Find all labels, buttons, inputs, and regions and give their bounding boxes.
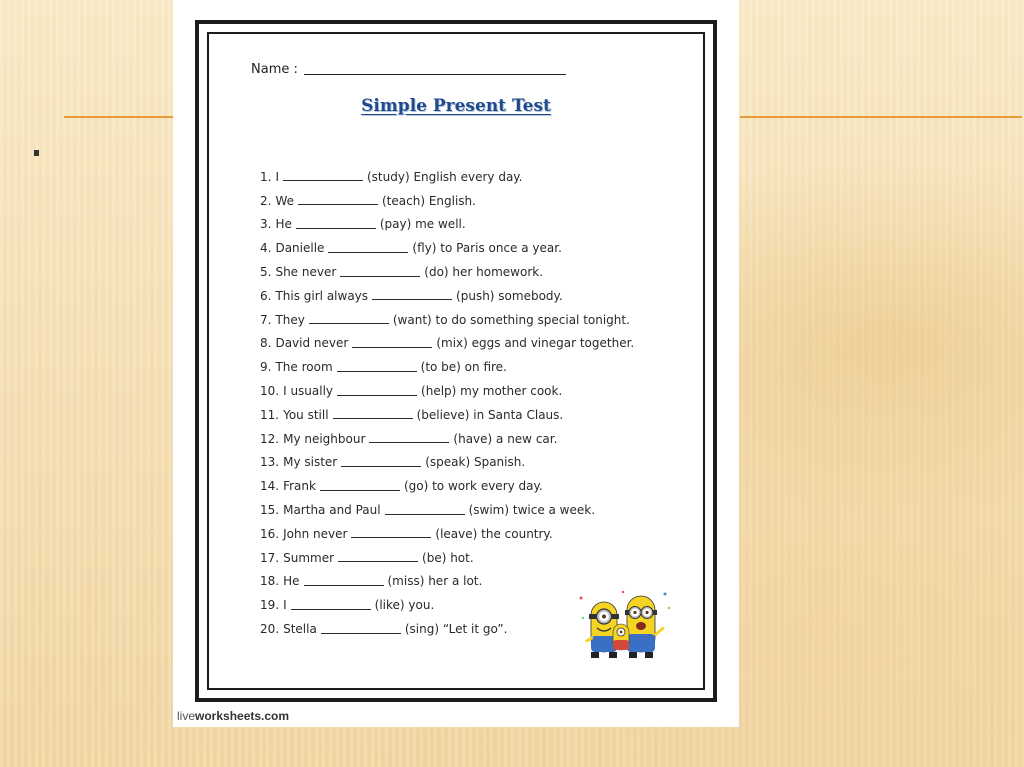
answer-blank (352, 347, 432, 348)
question-item (260, 236, 634, 260)
question-text-before: The room (275, 360, 333, 375)
question-item (260, 189, 634, 213)
slide-divider-right (740, 116, 1022, 118)
question-item (260, 332, 634, 356)
question-text-after: (study) English every day. (367, 169, 523, 184)
question-number: 20. (260, 622, 280, 637)
question-number: 18. (260, 574, 280, 589)
question-text-after: (leave) the country. (435, 526, 553, 541)
question-text-before: Frank (283, 479, 316, 494)
answer-blank (333, 418, 413, 419)
question-item (260, 379, 634, 403)
question-text-before: They (275, 312, 305, 327)
question-text-after: (be) hot. (422, 550, 474, 565)
question-item (260, 308, 634, 332)
question-text-before: David never (275, 336, 349, 351)
question-number: 11. (260, 407, 280, 422)
minions-illustration (573, 588, 675, 668)
question-number: 1. (260, 169, 272, 184)
answer-blank (291, 609, 371, 610)
question-text-after: (to be) on fire. (420, 360, 507, 375)
question-text-after: (go) to work every day. (403, 479, 543, 494)
logo-suffix: worksheets.com (195, 709, 290, 723)
answer-blank (372, 299, 452, 300)
question-text-after: (believe) in Santa Claus. (416, 407, 564, 422)
question-text-before: She never (275, 265, 337, 280)
answer-blank (340, 276, 420, 277)
question-text-after: (do) her homework. (424, 265, 544, 280)
question-number: 12. (260, 431, 280, 446)
question-item (260, 355, 634, 379)
question-number: 10. (260, 384, 280, 399)
question-item (260, 522, 634, 546)
question-item (260, 474, 634, 498)
question-number: 13. (260, 455, 280, 470)
question-number: 8. (260, 336, 272, 351)
question-text-after: (pay) me well. (379, 217, 466, 232)
question-text-before: Martha and Paul (283, 503, 381, 518)
question-text-after: (have) a new car. (453, 431, 558, 446)
question-text-before: He (275, 217, 292, 232)
question-text-before: John never (283, 526, 348, 541)
question-item (260, 165, 634, 189)
logo-prefix: live (177, 709, 196, 723)
question-text-after: (speak) Spanish. (425, 455, 526, 470)
question-number: 5. (260, 265, 272, 280)
liveworksheets-logo (177, 709, 289, 723)
question-number: 17. (260, 550, 280, 565)
question-item (260, 498, 634, 522)
question-text-before: I (283, 598, 287, 613)
answer-blank (309, 323, 389, 324)
question-text-before: My sister (283, 455, 338, 470)
question-list (260, 165, 634, 641)
question-text-after: (swim) twice a week. (468, 503, 596, 518)
question-text-before: My neighbour (283, 431, 366, 446)
answer-blank (296, 228, 376, 229)
question-text-before: Summer (283, 550, 335, 565)
question-text-before: Stella (283, 622, 317, 637)
answer-blank (369, 442, 449, 443)
answer-blank (385, 514, 465, 515)
square-bullet-icon (34, 150, 42, 158)
question-number: 16. (260, 526, 280, 541)
question-text-after: (push) somebody. (456, 288, 563, 303)
question-text-after: (like) you. (374, 598, 435, 613)
question-text-after: (help) my mother cook. (421, 384, 563, 399)
slide-divider-left (64, 116, 174, 118)
question-text-before: You still (283, 407, 329, 422)
question-number: 19. (260, 598, 280, 613)
question-number: 3. (260, 217, 272, 232)
worksheet-title: Simple Present Test (361, 96, 551, 116)
question-text-after: (miss) her a lot. (387, 574, 483, 589)
question-text-after: (want) to do something special tonight. (392, 312, 630, 327)
answer-blank (298, 204, 378, 205)
answer-blank (328, 252, 408, 253)
question-number: 9. (260, 360, 272, 375)
question-number: 15. (260, 503, 280, 518)
question-text-before: Danielle (275, 241, 325, 256)
question-item (260, 284, 634, 308)
name-label: Name : (251, 62, 298, 77)
question-item (260, 427, 634, 451)
question-text-before: He (283, 574, 300, 589)
question-text-before: This girl always (275, 288, 369, 303)
answer-blank (321, 633, 401, 634)
question-number: 6. (260, 288, 272, 303)
answer-blank (337, 371, 417, 372)
question-item (260, 260, 634, 284)
name-field-row (251, 62, 566, 77)
question-number: 2. (260, 193, 272, 208)
answer-blank (351, 537, 431, 538)
answer-blank (341, 466, 421, 467)
question-text-after: (mix) eggs and vinegar together. (436, 336, 635, 351)
name-blank-line (304, 74, 566, 75)
question-item (260, 546, 634, 570)
question-text-after: (teach) English. (382, 193, 476, 208)
answer-blank (338, 561, 418, 562)
answer-blank (337, 395, 417, 396)
answer-blank (320, 490, 400, 491)
question-text-before: I usually (283, 384, 334, 399)
worksheet-image (173, 0, 739, 727)
question-number: 14. (260, 479, 280, 494)
question-text-before: I (275, 169, 279, 184)
answer-blank (283, 180, 363, 181)
question-text-before: We (275, 193, 294, 208)
question-item (260, 213, 634, 237)
question-text-after: (sing) “Let it go”. (404, 622, 508, 637)
question-number: 7. (260, 312, 272, 327)
question-item (260, 403, 634, 427)
question-item (260, 451, 634, 475)
question-number: 4. (260, 241, 272, 256)
question-text-after: (fly) to Paris once a year. (412, 241, 562, 256)
answer-blank (304, 585, 384, 586)
